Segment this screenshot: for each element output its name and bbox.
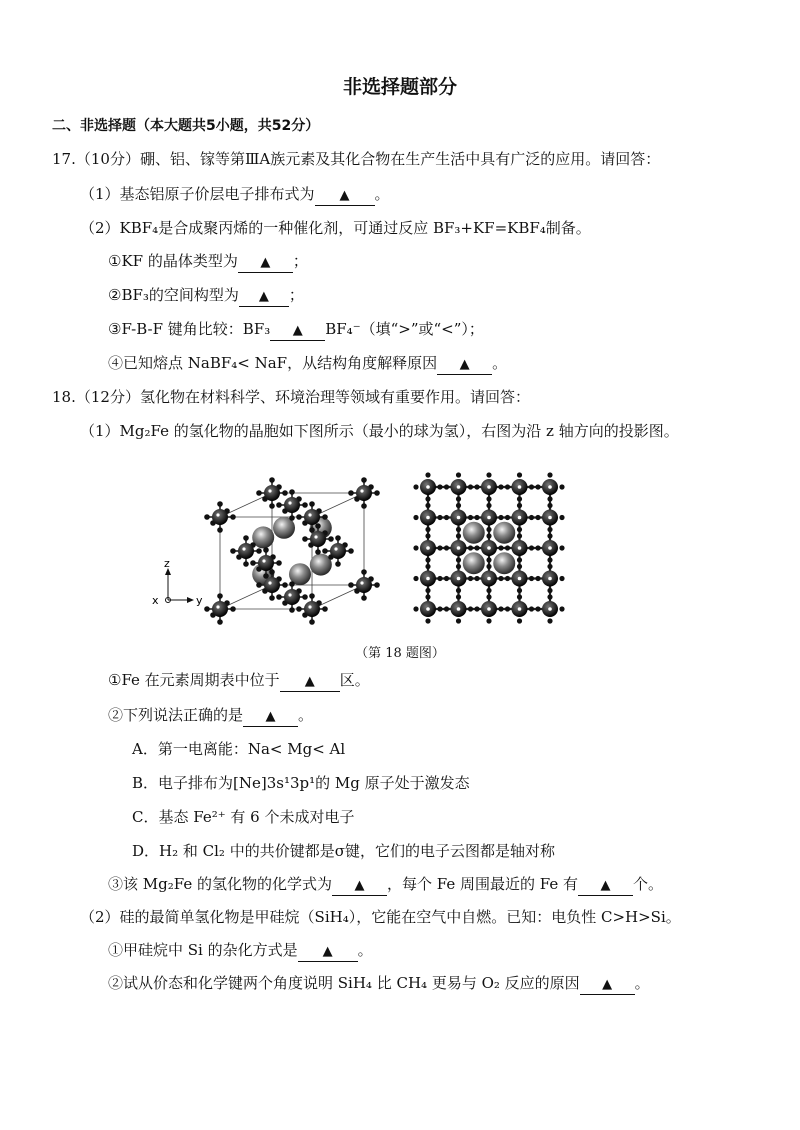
q18-part2: （2）硅的最简单氢化物是甲硅烷（SiH₄），它能在空气中自燃。已知：电负性 C>H>Si。	[80, 908, 681, 926]
fe-atom	[264, 485, 280, 501]
h-atom	[309, 501, 315, 507]
fe-atom-highlight	[360, 581, 363, 584]
fe-atom-highlight	[518, 485, 522, 489]
h-atom	[474, 545, 479, 550]
fe-atom-highlight	[334, 547, 337, 550]
crystal-figure	[130, 455, 590, 635]
fe-atom-highlight	[426, 546, 430, 550]
h-atom	[289, 515, 295, 521]
fe-atom	[284, 589, 300, 605]
h-atom	[444, 606, 449, 611]
q18-part1: （1）Mg₂Fe 的氢化物的晶胞如下图所示（最小的球为氢），右图为沿 z 轴方向的投影图。	[80, 422, 679, 440]
q17-sub2	[108, 285, 304, 307]
fe-atom-highlight	[457, 485, 461, 489]
fe-atom-highlight	[548, 546, 552, 550]
h-atom	[517, 496, 522, 501]
answer-blank[interactable]	[315, 185, 375, 206]
answer-blank[interactable]	[298, 941, 358, 962]
h-atom	[486, 496, 491, 501]
h-atom	[348, 490, 354, 496]
h-atom	[505, 484, 510, 489]
h-atom	[498, 484, 503, 489]
h-atom	[547, 527, 552, 532]
q18-p2-sub2	[108, 973, 650, 995]
fe-atom-highlight	[360, 489, 363, 492]
answer-blank[interactable]	[580, 974, 635, 995]
h-atom	[559, 545, 564, 550]
h-atom	[425, 594, 430, 599]
h-atom	[335, 561, 341, 567]
fe-atom-highlight	[268, 581, 271, 584]
h-atom	[425, 588, 430, 593]
h-atom	[322, 548, 328, 554]
h-atom	[517, 527, 522, 532]
q18-sub2	[108, 705, 313, 727]
h-atom	[456, 564, 461, 569]
fe-atom	[304, 509, 320, 525]
answer-blank[interactable]	[270, 320, 325, 341]
option-c: C．基态 Fe²⁺ 有 6 个未成对电子	[132, 808, 355, 826]
h-atom	[328, 536, 334, 542]
h-atom	[413, 515, 418, 520]
h-atom	[437, 515, 442, 520]
h-atom	[517, 594, 522, 599]
h-atom	[547, 533, 552, 538]
h-atom	[486, 533, 491, 538]
h-atom	[437, 545, 442, 550]
fe-atom-highlight	[314, 535, 317, 538]
h-atom	[559, 515, 564, 520]
h-atom	[547, 503, 552, 508]
axis-y-label: y	[196, 594, 203, 607]
h-atom	[517, 564, 522, 569]
h-atom	[309, 593, 315, 599]
h-atom	[230, 606, 236, 612]
h-atom	[269, 477, 275, 483]
fe-atom	[212, 509, 228, 525]
h-atom	[505, 606, 510, 611]
h-atom	[444, 576, 449, 581]
h-atom	[269, 569, 275, 575]
q18-sub3-mid: ，每个 Fe 周围最近的 Fe 有	[386, 875, 578, 893]
h-atom	[276, 502, 282, 508]
h-atom	[517, 618, 522, 623]
h-atom	[374, 490, 380, 496]
h-atom	[535, 576, 540, 581]
h-atom	[547, 557, 552, 562]
h-atom	[529, 606, 534, 611]
h-atom	[547, 594, 552, 599]
h-atom	[559, 484, 564, 489]
h-atom	[456, 557, 461, 562]
h-atom	[289, 489, 295, 495]
q17-sub1-end: ；	[292, 252, 308, 270]
fe-atom-highlight	[216, 605, 219, 608]
h-atom	[486, 557, 491, 562]
figure-caption: （第 18 题图）	[355, 646, 445, 661]
h-atom	[456, 503, 461, 508]
h-atom	[309, 619, 315, 625]
q17-sub1	[108, 251, 308, 273]
h-atom	[413, 576, 418, 581]
axis-z-label: z	[164, 557, 170, 570]
fe-atom-highlight	[426, 607, 430, 611]
h-atom	[468, 576, 473, 581]
fe-atom-highlight	[487, 546, 491, 550]
q18-sub3	[108, 874, 663, 896]
q18-p2-sub2-text: ②试从价态和化学键两个角度说明 SiH₄ 比 CH₄ 更易与 O₂ 反应的原因	[108, 974, 580, 992]
h-atom	[505, 545, 510, 550]
q18-sub3-text: ③该 Mg₂Fe 的氢化物的化学式为	[108, 875, 332, 893]
h-atom	[468, 606, 473, 611]
h-atom	[517, 503, 522, 508]
h-atom	[486, 527, 491, 532]
h-atom	[535, 515, 540, 520]
fe-atom	[238, 543, 254, 559]
h-atom	[361, 503, 367, 509]
fe-atom-highlight	[262, 559, 265, 562]
h-atom	[456, 588, 461, 593]
triangle-marker-icon: ▲	[292, 323, 303, 338]
h-atom	[559, 606, 564, 611]
q17-sub4-text: ④已知熔点 NaBF₄< NaF，从结构角度解释原因	[108, 354, 438, 372]
fe-atom-highlight	[518, 607, 522, 611]
h-atom	[468, 545, 473, 550]
h-atom	[505, 515, 510, 520]
h-atom	[296, 606, 302, 612]
q17-sub2-text: ②BF₃的空间构型为	[108, 286, 239, 304]
fe-atom-highlight	[487, 516, 491, 520]
triangle-marker-icon: ▲	[339, 188, 350, 203]
h-atom	[335, 535, 341, 541]
h-atom	[269, 595, 275, 601]
mg-atom	[493, 522, 515, 544]
fe-atom-highlight	[548, 516, 552, 520]
fe-atom	[284, 497, 300, 513]
h-atom	[217, 527, 223, 533]
q17-part2: （2）KBF₄是合成聚丙烯的一种催化剂，可通过反应 BF₃+KF=KBF₄制备。	[80, 219, 591, 237]
h-atom	[204, 514, 210, 520]
unit-cell-3d	[204, 477, 380, 625]
fe-atom-highlight	[288, 501, 291, 504]
h-atom	[296, 514, 302, 520]
h-atom	[547, 618, 552, 623]
mg-atom	[493, 552, 515, 574]
fe-atom-highlight	[268, 489, 271, 492]
triangle-marker-icon: ▲	[322, 944, 333, 959]
h-atom	[256, 548, 262, 554]
fe-atom-highlight	[518, 546, 522, 550]
h-atom	[486, 472, 491, 477]
h-atom	[547, 588, 552, 593]
h-atom	[425, 618, 430, 623]
axis-x-label: x	[152, 594, 159, 607]
h-atom	[243, 561, 249, 567]
h-atom	[425, 472, 430, 477]
q17-sub2-end: ；	[288, 286, 304, 304]
q18-sub2-end: 。	[298, 706, 314, 724]
triangle-marker-icon: ▲	[459, 357, 470, 372]
h-atom	[217, 501, 223, 507]
h-atom	[361, 595, 367, 601]
mg-atom	[463, 552, 485, 574]
answer-blank[interactable]	[332, 875, 387, 896]
fe-atom	[264, 577, 280, 593]
fe-atom-highlight	[548, 577, 552, 581]
h-atom	[263, 547, 269, 553]
option-d: D．H₂ 和 Cl₂ 中的共价键都是σ键，它们的电子云图都是轴对称	[132, 842, 555, 860]
h-atom	[468, 515, 473, 520]
h-atom	[425, 503, 430, 508]
fe-atom-highlight	[487, 577, 491, 581]
h-atom	[444, 484, 449, 489]
q17-sub3-text: ③F-B-F 键角比较：BF₃	[108, 320, 271, 338]
h-atom	[486, 594, 491, 599]
q17-part1-end: 。	[374, 185, 390, 203]
h-atom	[204, 606, 210, 612]
fe-atom	[356, 577, 372, 593]
h-atom	[529, 515, 534, 520]
fe-atom	[330, 543, 346, 559]
h-atom	[276, 560, 282, 566]
h-atom	[456, 533, 461, 538]
h-atom	[547, 472, 552, 477]
h-atom	[309, 527, 315, 533]
h-atom	[361, 477, 367, 483]
section-heading: 二、非选择题（本大题共5小题，共52分）	[52, 118, 320, 134]
fe-atom-highlight	[518, 577, 522, 581]
h-atom	[517, 472, 522, 477]
triangle-marker-icon: ▲	[602, 977, 613, 992]
q17-part1-text: （1）基态铝原子价层电子排布式为	[80, 185, 315, 203]
h-atom	[361, 569, 367, 575]
h-atom	[498, 515, 503, 520]
h-atom	[243, 535, 249, 541]
fe-atom-highlight	[308, 605, 311, 608]
q17-sub3-end: BF₄⁻（填“>”或“<”）；	[325, 320, 484, 338]
fe-atom-highlight	[426, 577, 430, 581]
h-atom	[425, 564, 430, 569]
h-atom	[468, 484, 473, 489]
q18-sub1	[108, 670, 370, 692]
h-atom	[250, 560, 256, 566]
h-atom	[230, 548, 236, 554]
h-atom	[413, 606, 418, 611]
h-atom	[535, 606, 540, 611]
h-atom	[444, 515, 449, 520]
triangle-marker-icon: ▲	[260, 255, 271, 270]
h-atom	[505, 576, 510, 581]
option-b: B．电子排布为[Ne]3s¹3p¹的 Mg 原子处于激发态	[132, 774, 470, 792]
h-atom	[529, 484, 534, 489]
h-atom	[413, 484, 418, 489]
h-atom	[474, 606, 479, 611]
answer-blank[interactable]	[280, 671, 340, 692]
h-atom	[425, 527, 430, 532]
h-atom	[315, 523, 321, 529]
h-atom	[474, 484, 479, 489]
h-atom	[517, 588, 522, 593]
h-atom	[425, 557, 430, 562]
crystal-figure-svg	[130, 455, 590, 635]
triangle-marker-icon: ▲	[600, 878, 611, 893]
answer-blank[interactable]	[239, 286, 289, 307]
q17-stem: 17.（10分）硼、铝、镓等第ⅢA族元素及其化合物在生产生活中具有广泛的应用。请回答：	[52, 150, 661, 168]
q18-sub1-end: 区。	[339, 671, 370, 689]
h-atom	[498, 545, 503, 550]
fe-atom-highlight	[457, 546, 461, 550]
triangle-marker-icon: ▲	[258, 289, 269, 304]
q17-sub4-end: 。	[492, 354, 508, 372]
h-atom	[498, 606, 503, 611]
fe-atom-highlight	[426, 516, 430, 520]
h-atom	[425, 496, 430, 501]
h-atom	[374, 582, 380, 588]
fe-atom-highlight	[457, 607, 461, 611]
h-atom	[256, 582, 262, 588]
h-atom	[547, 564, 552, 569]
fe-atom	[356, 485, 372, 501]
q18-p2-sub1	[108, 940, 373, 962]
q18-p2-sub1-text: ①甲硅烷中 Si 的杂化方式是	[108, 941, 298, 959]
fe-atom-highlight	[242, 547, 245, 550]
h-atom	[529, 545, 534, 550]
h-atom	[559, 576, 564, 581]
fe-atom-highlight	[487, 485, 491, 489]
q17-part1	[80, 184, 390, 206]
answer-blank[interactable]	[578, 875, 633, 896]
fe-atom-highlight	[548, 607, 552, 611]
h-atom	[456, 594, 461, 599]
h-atom	[437, 606, 442, 611]
h-atom	[474, 515, 479, 520]
h-atom	[263, 573, 269, 579]
h-atom	[486, 588, 491, 593]
z-projection-view	[413, 472, 564, 623]
fe-atom-highlight	[548, 485, 552, 489]
q18-p2-sub2-end: 。	[634, 974, 650, 992]
h-atom	[315, 549, 321, 555]
q18-p2-sub1-end: 。	[357, 941, 373, 959]
fe-atom-highlight	[426, 485, 430, 489]
h-atom	[269, 503, 275, 509]
h-atom	[289, 607, 295, 613]
h-atom	[348, 582, 354, 588]
h-atom	[474, 576, 479, 581]
page-title: 非选择题部分	[342, 76, 457, 98]
h-atom	[282, 490, 288, 496]
h-atom	[456, 527, 461, 532]
q17-sub1-text: ①KF 的晶体类型为	[108, 252, 238, 270]
h-atom	[302, 536, 308, 542]
fe-atom-highlight	[288, 593, 291, 596]
h-atom	[535, 545, 540, 550]
h-atom	[348, 548, 354, 554]
h-atom	[217, 593, 223, 599]
q17-sub3	[108, 319, 484, 341]
h-atom	[302, 502, 308, 508]
answer-blank[interactable]	[243, 706, 298, 727]
h-atom	[456, 496, 461, 501]
h-atom	[256, 490, 262, 496]
h-atom	[289, 581, 295, 587]
fe-atom	[212, 601, 228, 617]
h-atom	[517, 533, 522, 538]
h-atom	[302, 594, 308, 600]
h-atom	[437, 576, 442, 581]
h-atom	[498, 576, 503, 581]
mg-atom	[463, 522, 485, 544]
h-atom	[517, 557, 522, 562]
h-atom	[529, 576, 534, 581]
answer-blank[interactable]	[437, 354, 492, 375]
axis-indicator	[152, 557, 203, 607]
triangle-marker-icon: ▲	[265, 709, 276, 724]
q18-sub1-text: ①Fe 在元素周期表中位于	[108, 671, 280, 689]
h-atom	[282, 582, 288, 588]
fe-atom	[304, 601, 320, 617]
h-atom	[322, 514, 328, 520]
h-atom	[425, 533, 430, 538]
triangle-marker-icon: ▲	[304, 674, 315, 689]
fe-atom	[310, 531, 326, 547]
q18-sub3-end: 个。	[633, 875, 664, 893]
fe-atom-highlight	[457, 577, 461, 581]
fe-atom-highlight	[487, 607, 491, 611]
h-atom	[547, 496, 552, 501]
h-atom	[456, 472, 461, 477]
h-atom	[276, 594, 282, 600]
h-atom	[456, 618, 461, 623]
triangle-marker-icon: ▲	[354, 878, 365, 893]
q18-sub2-text: ②下列说法正确的是	[108, 706, 244, 724]
h-atom	[535, 484, 540, 489]
fe-atom-highlight	[518, 516, 522, 520]
h-atom	[486, 564, 491, 569]
h-atom	[444, 545, 449, 550]
q17-sub4	[108, 353, 507, 375]
fe-atom-highlight	[216, 513, 219, 516]
h-atom	[413, 545, 418, 550]
option-a: A．第一电离能：Na< Mg< Al	[132, 740, 346, 758]
h-atom	[217, 619, 223, 625]
answer-blank[interactable]	[238, 252, 293, 273]
fe-atom-highlight	[308, 513, 311, 516]
fe-atom	[258, 555, 274, 571]
h-atom	[486, 618, 491, 623]
h-atom	[230, 514, 236, 520]
h-atom	[437, 484, 442, 489]
h-atom	[486, 503, 491, 508]
q18-stem: 18.（12分）氢化物在材料科学、环境治理等领域有重要作用。请回答：	[52, 388, 530, 406]
h-atom	[322, 606, 328, 612]
fe-atom-highlight	[457, 516, 461, 520]
